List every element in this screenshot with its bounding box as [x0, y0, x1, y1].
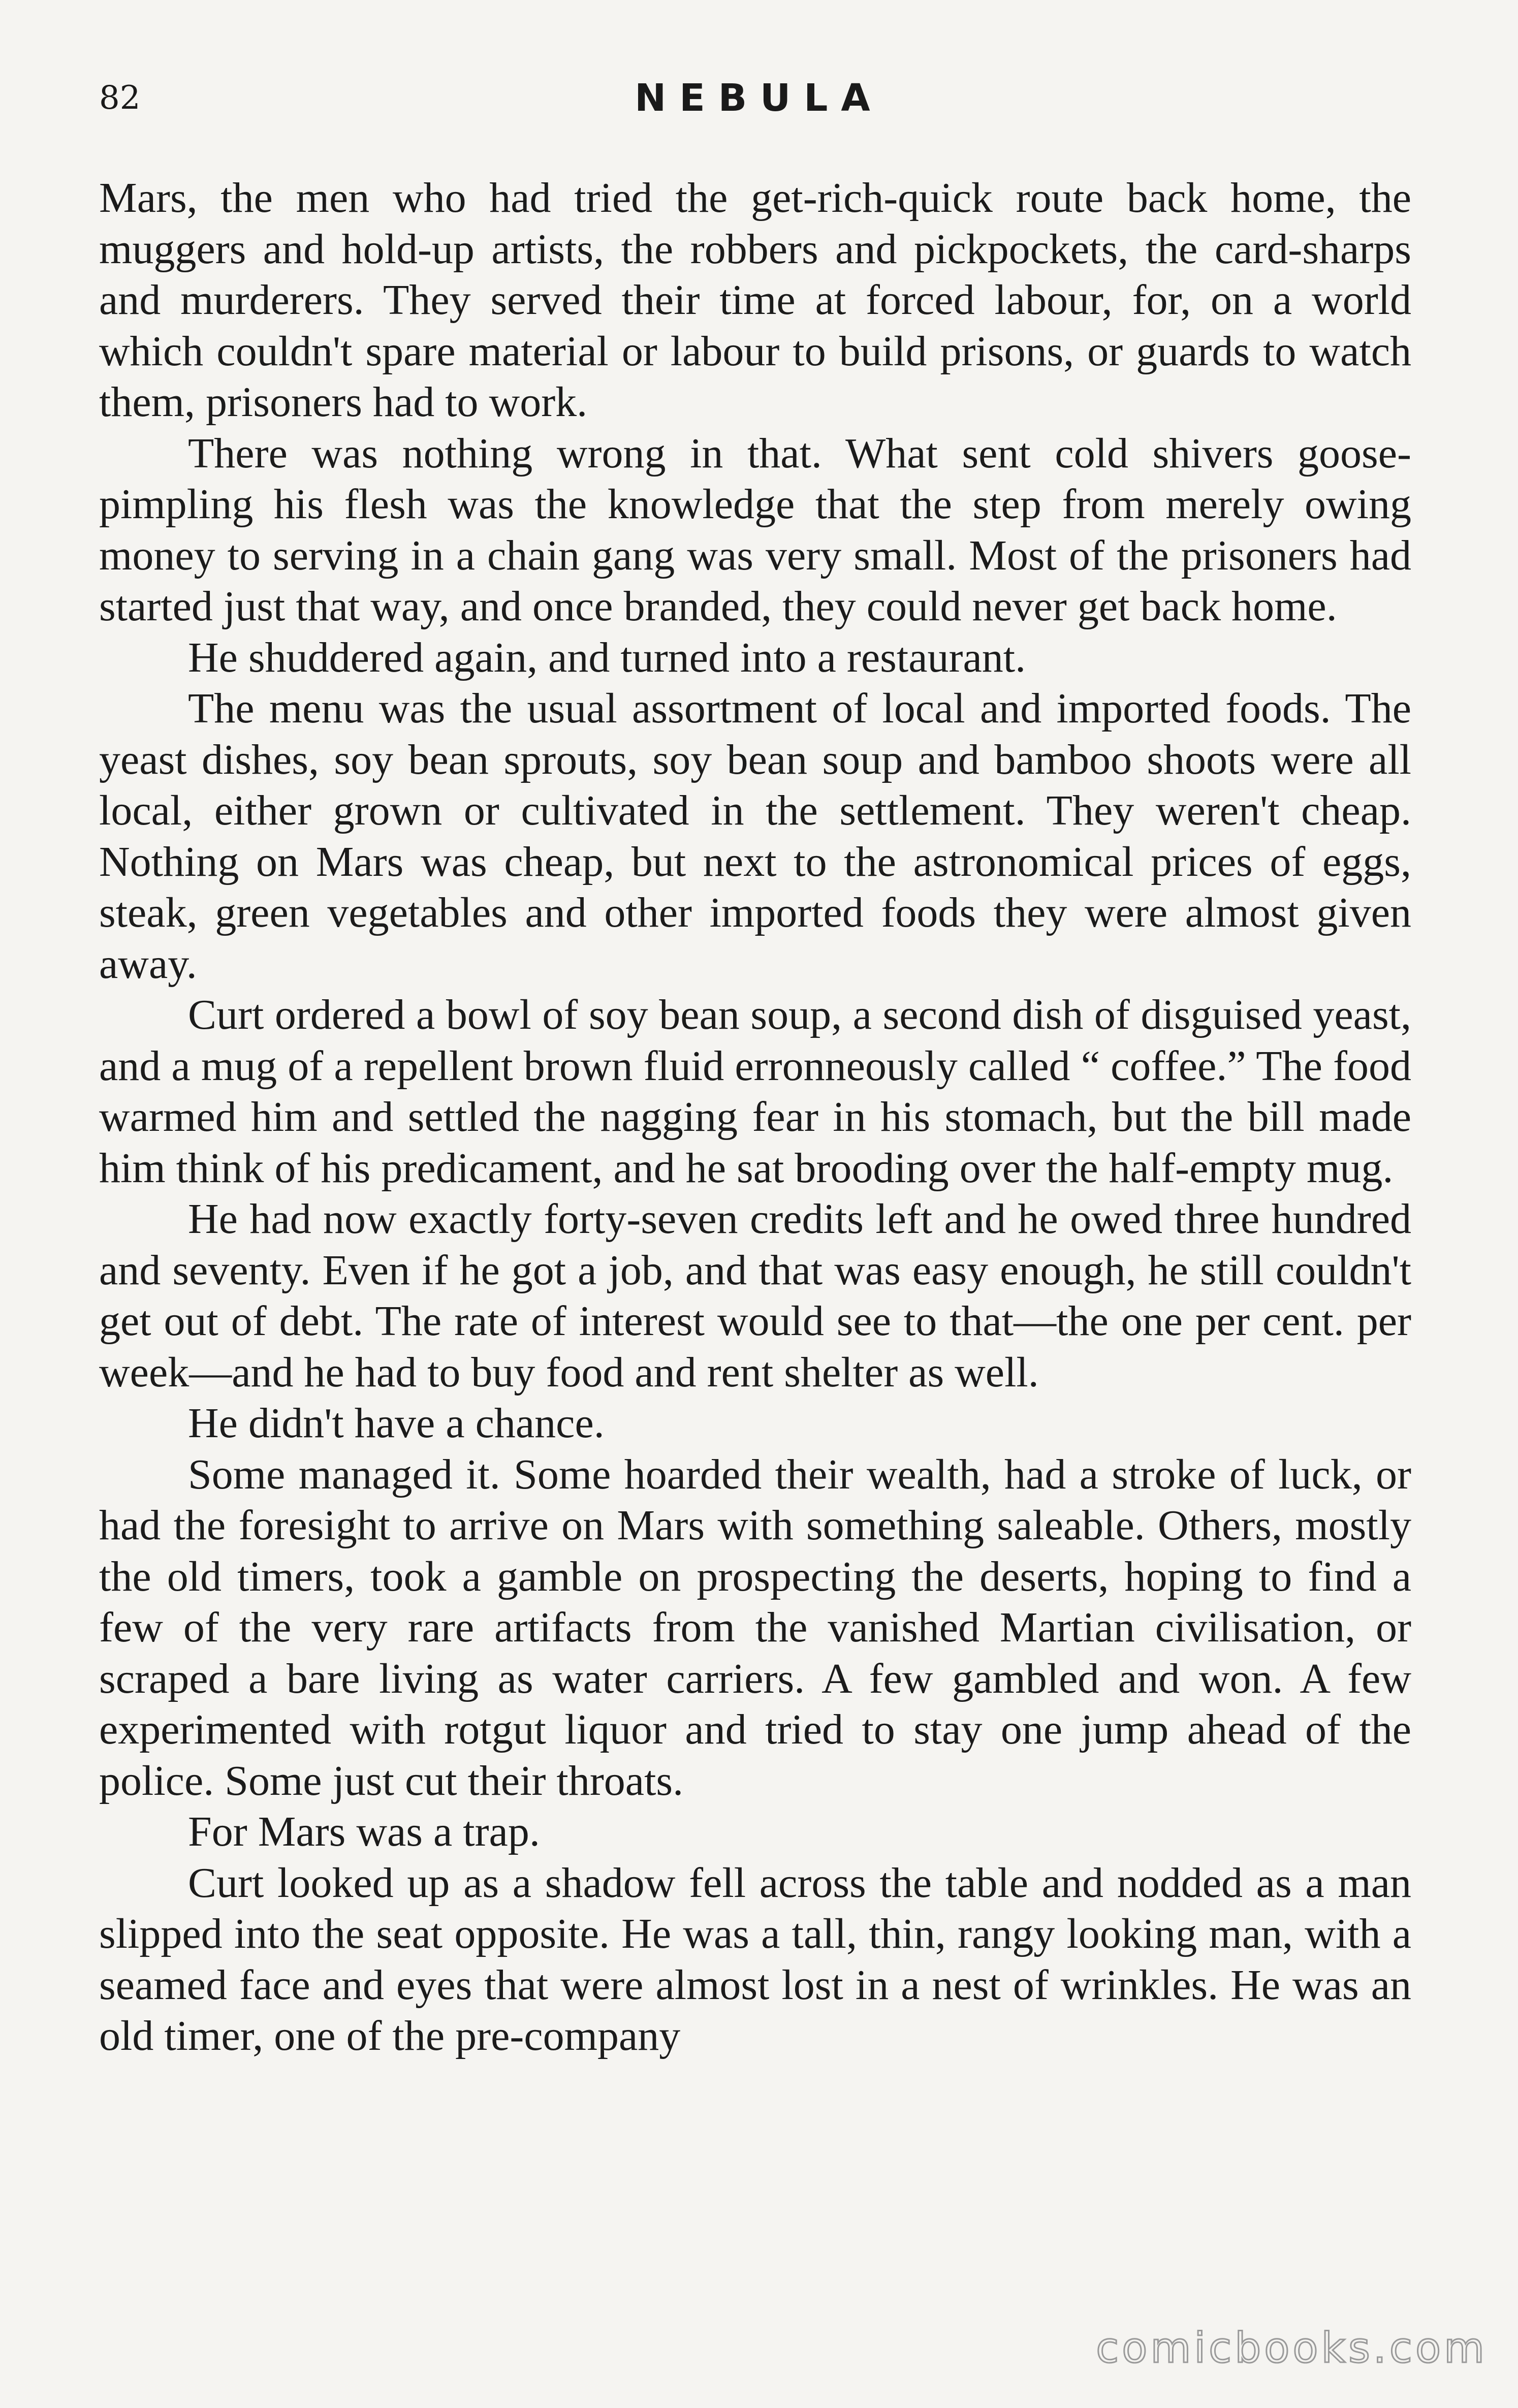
paragraph: He shuddered again, and turned into a restaurant. [188, 633, 1026, 681]
running-title: NEBULA [635, 76, 883, 120]
paragraph: Curt looked up as a shadow fell across the table and nodded as a man slipped into the seat opposite. He was a tall, thin, rangy looking man, with a seamed face and eyes that were almost lost in a nest of wrinkles. He was an old timer, one of the pre-company [99, 1859, 1411, 2060]
page-number: 82 [99, 79, 141, 117]
paragraph: There was nothing wrong in that. What sent cold shivers goose-pimpling his flesh was the knowledge that the step from merely owing money to serving in a chain gang was very small. Most of the prisoners had started just that way, and once branded, they could never get back home. [99, 429, 1411, 630]
paragraph: He had now exactly forty-seven credits left and he owed three hundred and seventy. Even if he got a job, and that was easy enough, he still couldn't get out of debt. The rate of interest would see to that—the one per cent. per week—and he had to buy food and rent shelter as well. [99, 1195, 1411, 1396]
paragraph: Curt ordered a bowl of soy bean soup, a second dish of disguised yeast, and a mug of a repellent brown fluid erronneously called “ coffee.” The food warmed him and settled the nagging fear in his stomach, but the bill made him think of his predicament, and he sat brooding over the half-empty mug. [99, 991, 1411, 1192]
body-text [99, 173, 1411, 2062]
page-header [99, 76, 1419, 132]
paragraph: Mars, the men who had tried the get-rich-quick route back home, the muggers and hold-up artists, the robbers and pickpockets, the card-sharps and murderers. They served their time at forced labour, for, on a world which couldn't spare material or labour to build prisons, or guards to watch them, prisoners had to work. [99, 174, 1411, 426]
watermark: comicbooks.com [1096, 2324, 1488, 2372]
paragraph: For Mars was a trap. [188, 1808, 540, 1855]
paragraph: The menu was the usual assortment of local and imported foods. The yeast dishes, soy bean sprouts, soy bean soup and bamboo shoots were all local, either grown or cultivated in the settlement. They weren't cheap. Nothing on Mars was cheap, but next to the astronomical prices of eggs, steak, green vegetables and other imported foods they were almost given away. [99, 685, 1411, 988]
paragraph: Some managed it. Some hoarded their wealth, had a stroke of luck, or had the foresight to arrive on Mars with something saleable. Others, mostly the old timers, took a gamble on prospecting the deserts, hoping to find a few of the very rare artifacts from the vanished Martian civilisation, or scraped a bare living as water carriers. A few gambled and won. A few experimented with rotgut liquor and tried to stay one jump ahead of the police. Some just cut their throats. [99, 1450, 1411, 1804]
paragraph: He didn't have a chance. [188, 1400, 605, 1447]
